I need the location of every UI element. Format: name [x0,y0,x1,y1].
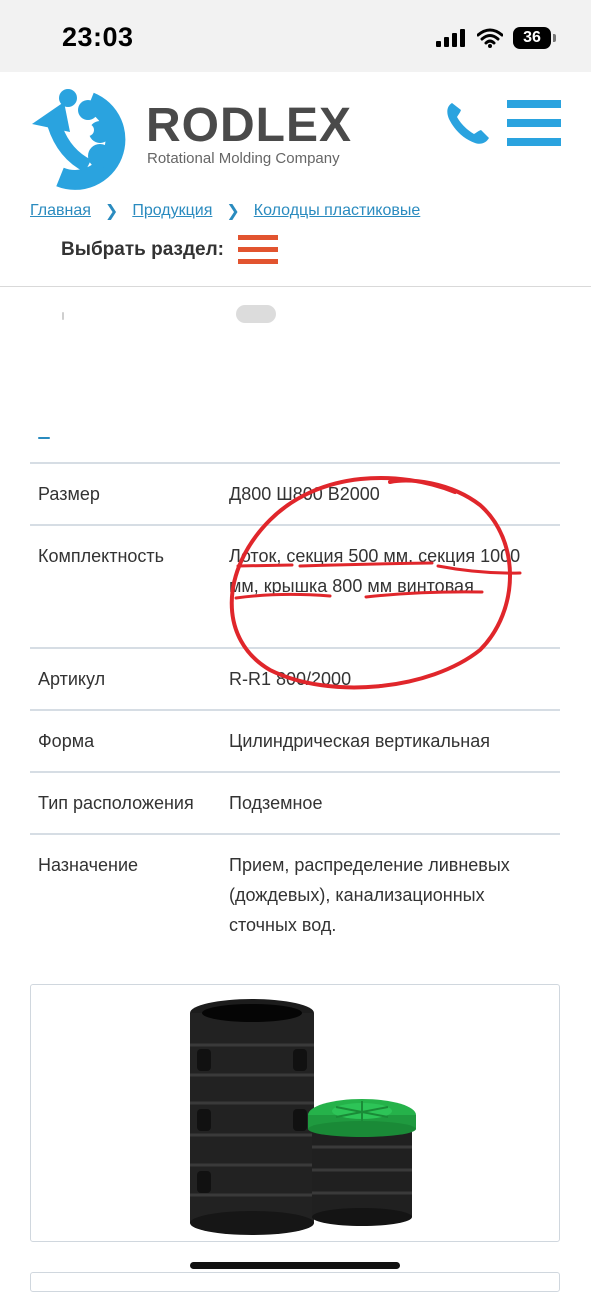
chevron-right-icon: ❯ [226,203,240,220]
brand-tagline: Rotational Molding Company [147,150,340,167]
spec-row-placement [30,773,560,835]
spec-value: R-R1 800/2000 [229,669,352,689]
battery-level: 36 [523,29,541,46]
menu-bar-1 [507,100,561,108]
status-bar [0,0,591,72]
menu-bar-2 [507,119,561,127]
brand-name: RODLEX [146,99,353,152]
spec-value: Лоток, секция 500 мм, секция 1000 мм, крышка 800 мм винтовая [229,546,521,596]
spec-key: Назначение [38,855,139,875]
spec-key: Артикул [38,669,106,689]
blurred-text-fragment [38,437,50,439]
blurred-text-fragment [62,312,64,320]
spec-value: Д800 Ш800 В2000 [229,484,380,504]
next-card [30,1272,560,1292]
rodlex-logo-icon[interactable] [30,82,136,190]
chevron-right-icon: ❯ [104,203,119,220]
status-icons [435,24,551,52]
wifi-icon [477,28,503,48]
section-selector[interactable] [61,236,278,264]
spec-row-completeness [30,526,560,649]
header-divider [0,286,591,287]
menu-bar-3 [507,138,561,146]
spec-value: Цилиндрическая вертикальная [229,731,490,751]
status-time: 23:03 [62,22,134,52]
product-image [31,985,560,1242]
breadcrumb-plastic-wells[interactable]: Колодцы пластиковые [253,202,421,219]
section-menu-icon[interactable] [238,235,278,265]
spec-key: Комплектность [38,546,165,566]
breadcrumb [30,201,420,221]
site-header [0,72,591,200]
spec-value: Подземное [229,793,323,813]
spec-key: Тип расположения [38,793,194,813]
spec-row-shape [30,711,560,773]
spec-value: Прием, распределение ливневых (дождевых), канализационных сточных вод. [229,855,510,935]
breadcrumb-home[interactable]: Главная [30,202,91,219]
spec-key: Размер [38,484,100,504]
section-selector-label: Выбрать раздел: [61,239,224,260]
breadcrumb-products[interactable]: Продукция [132,202,213,219]
spec-key: Форма [38,731,95,751]
spec-row-size [30,464,560,526]
cellular-signal-icon [435,28,467,48]
specs-table [30,462,560,945]
main-menu-button[interactable] [507,100,561,146]
battery-indicator [513,27,551,49]
blurred-text-fragment [236,305,276,323]
phone-icon[interactable] [444,100,492,146]
product-image-card[interactable] [30,984,560,1242]
spec-row-article [30,649,560,711]
home-indicator[interactable] [190,1262,400,1269]
spec-row-purpose [30,835,560,945]
